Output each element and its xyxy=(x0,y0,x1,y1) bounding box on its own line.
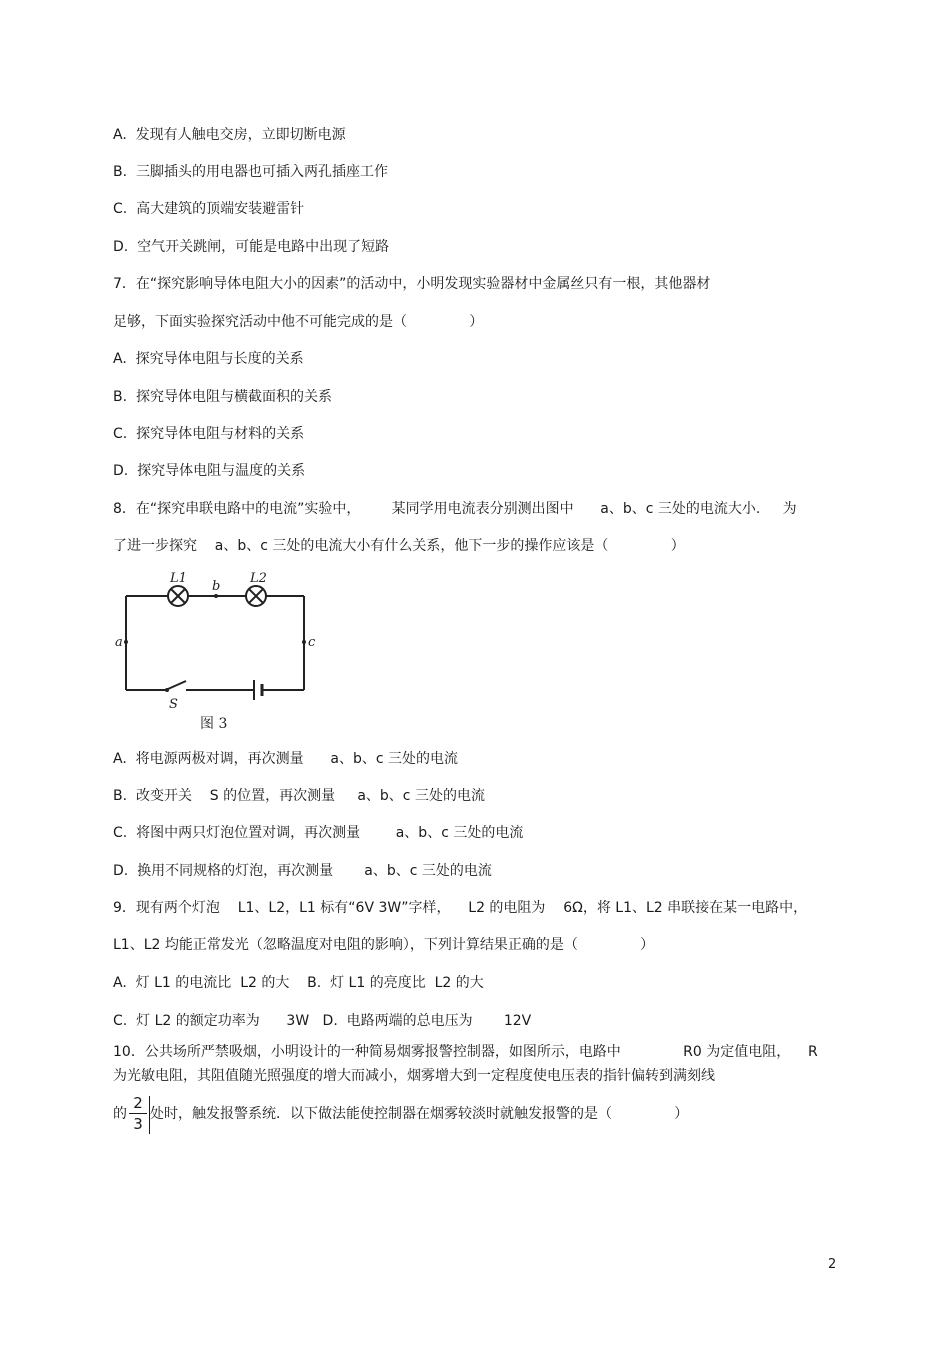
line-q6-b: B. 三脚插头的用电器也可插入两孔插座工作 xyxy=(113,164,388,180)
q9-stem-line2: L1、L2 均能正常发光（忽略温度对电阻的影响），下列计算结果正确的是（ ） xyxy=(113,937,655,953)
line-q8-d: D. 换用不同规格的灯泡，再次测量 a、b、c 三处的电流 xyxy=(113,863,492,879)
line-q7-c: C. 探究导体电阻与材料的关系 xyxy=(113,426,305,442)
fraction-numerator: 2 xyxy=(133,1094,143,1112)
line-q9-cd: C. 灯 L2 的额定功率为 3W D. 电路两端的总电压为 12V xyxy=(113,1013,532,1029)
fraction-denominator: 3 xyxy=(133,1115,143,1133)
q10-stem-line3-prefix: 的 xyxy=(113,1106,127,1122)
line-q7-a: A. 探究导体电阻与长度的关系 xyxy=(113,351,304,367)
line-q9-ab: A. 灯 L1 的电流比 L2 的大 B. 灯 L1 的亮度比 L2 的大 xyxy=(113,975,484,991)
lamp-l1 xyxy=(168,586,188,606)
q10-stem-line3-rest: 处时，触发报警系统．以下做法能使控制器在烟雾较淡时就触发报警的是（ ） xyxy=(150,1106,689,1122)
q10-stem-line1: 10．公共场所严禁吸烟，小明设计的一种简易烟雾报警控制器，如图所示，电路中 R0 为定值电阻， R xyxy=(113,1044,818,1060)
line-q6-d: D. 空气开关跳闸，可能是电路中出现了短路 xyxy=(113,239,390,255)
line-q8-c: C. 将图中两只灯泡位置对调，再次测量 a、b、c 三处的电流 xyxy=(113,825,524,841)
switch-s xyxy=(168,681,186,689)
figure-caption: 图 3 xyxy=(200,716,228,732)
node-a-dot xyxy=(124,640,128,644)
line-q7-b: B. 探究导体电阻与横截面积的关系 xyxy=(113,389,332,405)
switch-pivot-dot xyxy=(165,688,169,692)
q10-stem-line2: 为光敏电阻，其阻值随光照强度的增大而减小，烟雾增大到一定程度使电压表的指针偏转到满刻线 xyxy=(113,1068,715,1084)
line-q6-a: A. 发现有人触电交房，立即切断电源 xyxy=(113,127,346,143)
line-q6-c: C. 高大建筑的顶端安装避雷针 xyxy=(113,201,305,217)
q9-stem-line1: 9．现有两个灯泡 L1、L2，L1 标有“6V 3W”字样， L2 的电阻为 6Ω，将 L1、L2 串联接在某一电路中， xyxy=(113,900,808,916)
label-l2: L2 xyxy=(250,571,267,586)
label-l1: L1 xyxy=(170,571,187,586)
fraction-bar xyxy=(129,1113,147,1114)
fraction-two-thirds xyxy=(129,1094,147,1133)
line-q8-b: B. 改变开关 S 的位置，再次测量 a、b、c 三处的电流 xyxy=(113,788,485,804)
q8-stem-line2: 了进一步探究 a、b、c 三处的电流大小有什么关系，他下一步的操作应该是（ ） xyxy=(113,538,685,554)
node-b-dot xyxy=(214,594,218,598)
label-s: S xyxy=(169,697,178,712)
lamp-l2 xyxy=(246,586,266,606)
q7-stem-line1: 7．在“探究影响导体电阻大小的因素”的活动中，小明发现实验器材中金属丝只有一根，其他器材 xyxy=(113,276,711,292)
label-c: c xyxy=(308,635,316,650)
line-q8-a: A. 将电源两极对调，再次测量 a、b、c 三处的电流 xyxy=(113,751,458,767)
node-c-dot xyxy=(302,640,306,644)
q8-stem-line1: 8．在“探究串联电路中的电流”实验中， 某同学用电流表分别测出图中 a、b、c 三处的电流大小. 为 xyxy=(113,501,797,517)
page-number: 2 xyxy=(828,1257,837,1272)
line-q7-d: D. 探究导体电阻与温度的关系 xyxy=(113,463,306,479)
circuit-figure xyxy=(112,566,322,736)
q7-stem-line2: 足够，下面实验探究活动中他不可能完成的是（ ） xyxy=(113,314,484,330)
label-b: b xyxy=(212,579,221,594)
label-a: a xyxy=(115,635,123,650)
